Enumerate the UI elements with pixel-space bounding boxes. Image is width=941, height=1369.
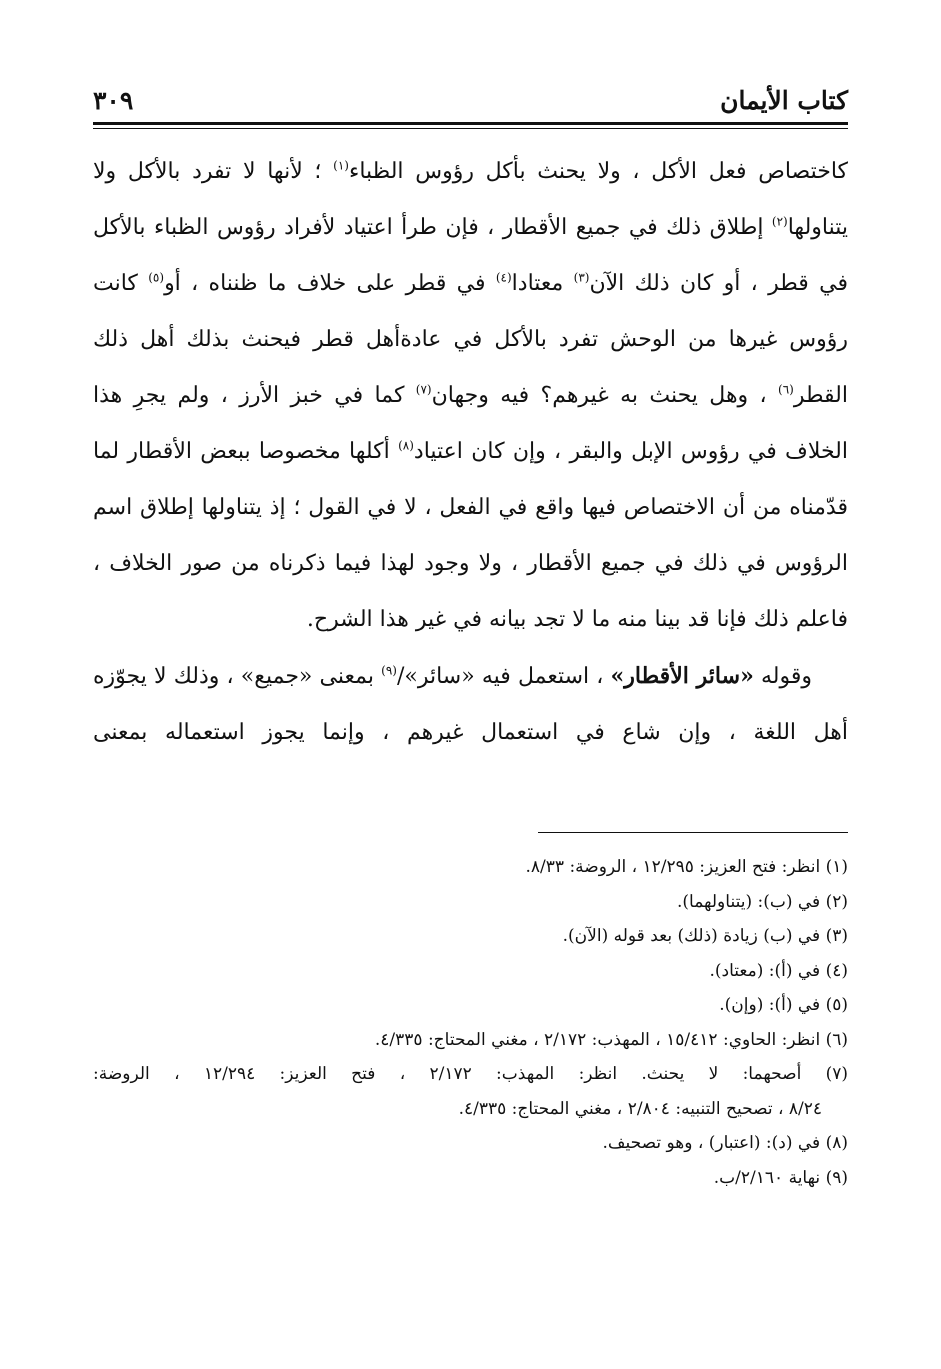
text-run: ، استعمل فيه «سائر»/: [396, 664, 611, 689]
paragraph-1: [93, 144, 848, 648]
footnote-ref-2: (٢): [771, 214, 788, 229]
footnote-7-continued: ٨/٢٤ ، تصحيح التنبيه: ٢/٨٠٤ ، مغني المحتاج: ٤/٣٣٥.: [458, 1098, 822, 1119]
footnotes: [93, 850, 848, 1195]
footnote-ref-1: (١): [333, 158, 349, 173]
text-run: ما ظنناه ، أو: [164, 271, 287, 296]
main-text: [93, 144, 848, 761]
text-run: فيحنث بذلك أهل ذلك القطر: [93, 327, 848, 408]
text-run: ؛ لأنها لا تفرد: [192, 159, 334, 184]
text-run: منه ما لا تجد بيانه في غير هذا الشرح.: [306, 607, 648, 632]
header-rule-thick: [93, 122, 848, 125]
footnote-ref-7: (٧): [415, 382, 432, 397]
text-run: بمعنى «جميع» ، وذلك لا يجوّزه أهل اللغة ، وإن شاع في استعمال غيرهم ، وإنما يجوز استعماله بمعنى: [93, 664, 848, 745]
text-run: معتادا: [511, 271, 574, 296]
footnote-4: (٤) في (أ): (معتاد).: [709, 960, 848, 981]
footnote-6: (٦) انظر: الحاوي: ١٥/٤١٢ ، المهذب: ٢/١٧٢ ، مغني المحتاج: ٤/٣٣٥.: [374, 1029, 848, 1050]
text-run: ، وهل يحنث به غيرهم؟ فيه وجهان: [431, 383, 779, 408]
text-run: أكلها مخصوصا ببعض الأقطار لما قدّمناه من أن الاختصاص فيها واقع في: [93, 439, 848, 520]
text-run: وقوله: [753, 664, 812, 689]
footnote-2: (٢) في (ب): (يتناولهما).: [677, 891, 848, 912]
footnote-9: (٩) نهاية ٢/١٦٠/ب.: [713, 1167, 848, 1188]
footnote-ref-5: (٥): [148, 270, 165, 285]
text-run: خبز الأرز ، ولم يجرِ هذا الخلاف في رؤوس الإبل والبقر ، وإن كان اعتياد: [93, 383, 848, 464]
text-run: الفعل ، لا في القول ؛ إذ يتناولها إطلاق اسم الرؤوس في ذلك في جميع: [93, 495, 848, 576]
footnote-5: (٥) في (أ): (وإن).: [719, 995, 848, 1015]
paragraph-2: [93, 648, 848, 761]
text-run: كانت رؤوس غيرها من الوحش تفرد بالأكل في عادةأهل قطر: [93, 271, 848, 352]
text-run: كاختصاص فعل الأكل ، ولا يحنث بأكل رؤوس الظباء: [348, 159, 849, 184]
footnote-ref-4: (٤): [495, 270, 512, 285]
text-run: في قطر على خلاف: [296, 271, 496, 296]
page-number: ٣٠٩: [93, 86, 134, 115]
text-run: الأقطار ، ولا وجود لهذا فيما ذكرناه من صور الخلاف ، فاعلم ذلك فإنا قد بينا: [93, 551, 848, 632]
footnote-1: (١) انظر: فتح العزيز: ١٢/٢٩٥ ، الروضة: ٨/٣٣.: [525, 857, 848, 877]
header-rule-thin: [93, 128, 848, 129]
page-header: [93, 84, 848, 118]
footnote-ref-9: (٩): [381, 663, 397, 678]
footnote-ref-8: (٨): [398, 438, 414, 453]
footnote-3: (٣) في (ب) زيادة (ذلك) بعد قوله (الآن).: [562, 926, 848, 946]
chapter-title: كتاب الأيمان: [720, 86, 848, 115]
footnote-ref-6: (٦): [778, 382, 794, 397]
footnote-separator: [538, 832, 848, 833]
text-run: كما في: [334, 383, 416, 408]
footnote-8: (٨) في (د): (اعتبار) ، وهو تصحيف.: [602, 1133, 848, 1153]
quoted-term: «سائر الأقطار»: [610, 663, 754, 689]
footnote-7: (٧) أصحهما: لا يحنث. انظر: المهذب: ٢/١٧٢ ، فتح العزيز: ١٢/٢٩٤ ، الروضة:: [93, 1064, 848, 1084]
text-run: إطلاق ذلك في جميع الأقطار ، فإن طرأ اعتياد لأفراد: [284, 215, 772, 240]
footnote-ref-3: (٣): [573, 270, 590, 285]
text-run: رؤوس الظباء بالأكل في قطر ، أو كان ذلك الآن: [93, 215, 848, 296]
text-run: بالأكل ولا يتناولها: [93, 159, 848, 240]
